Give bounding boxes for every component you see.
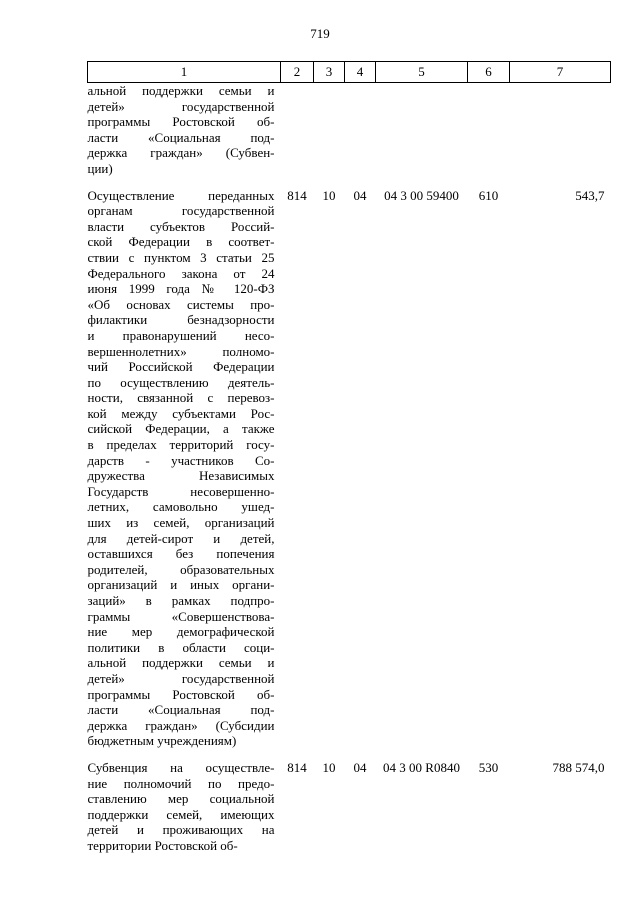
column-header-3: 3 xyxy=(314,62,345,83)
description-line: держка граждан» (Субсидии xyxy=(87,717,275,733)
description-line: альной поддержки семьи и xyxy=(87,83,275,98)
description-line: летних, самовольно ушед- xyxy=(87,499,275,515)
description-line: ние полномочий по предо- xyxy=(87,775,275,791)
description-line: территории Ростовской об- xyxy=(87,837,238,853)
description-line: ставлению мер социальной xyxy=(87,791,275,807)
description-line: Осуществление переданных xyxy=(87,187,275,203)
description-line: ности, связанной с перевоз- xyxy=(87,390,275,406)
description-line: вершеннолетних» полномо- xyxy=(87,343,275,359)
description-line: оставшихся без попечения xyxy=(87,546,275,562)
description-line: заций» в рамках подпро- xyxy=(87,593,275,608)
column-header-7: 7 xyxy=(510,62,611,83)
amount-value xyxy=(510,83,611,177)
column-header-5: 5 xyxy=(376,62,468,83)
description-line: граммы «Совершенствова- xyxy=(87,608,275,624)
description-line: «Об основах системы про- xyxy=(87,296,275,312)
ministry-code: 814 xyxy=(287,187,307,203)
column-header-6: 6 xyxy=(468,62,510,83)
table-header-row xyxy=(88,62,611,83)
description-line: бюджетным учреждениям) xyxy=(87,733,237,749)
description-line: программы Ростовской об- xyxy=(87,114,275,130)
description-line: программы Ростовской об- xyxy=(87,686,275,702)
description-line: детей и проживающих на xyxy=(87,822,275,838)
description-line: и правонарушений несо- xyxy=(87,327,275,343)
description-line: дружества Независимых xyxy=(87,468,275,484)
expense-type-code: 530 xyxy=(478,759,499,775)
column-header-4: 4 xyxy=(345,62,376,83)
description-line: сийской Федерации, а также xyxy=(87,421,275,437)
expense-type-code xyxy=(468,83,510,177)
description-line: поддержки семей, имеющих xyxy=(87,806,275,822)
subsection-code xyxy=(345,83,376,177)
page-number: 719 xyxy=(310,26,330,41)
description-line: кой между субъектами Рос- xyxy=(87,405,275,421)
description-line: в пределах территорий госу- xyxy=(87,437,275,453)
description-line: политики в области соци- xyxy=(87,639,275,655)
target-article-code xyxy=(376,83,468,177)
description-line: альной поддержки семьи и xyxy=(87,655,275,671)
column-header-2: 2 xyxy=(281,62,314,83)
column-header-1: 1 xyxy=(88,62,281,83)
description-line: чий Российской Федерации xyxy=(87,359,275,375)
description-line: по осуществлению деятель- xyxy=(87,374,275,390)
description-line: июня 1999 года № 120-ФЗ xyxy=(87,281,275,297)
table-body xyxy=(88,83,611,854)
table-row xyxy=(88,177,611,749)
row-description xyxy=(88,177,281,749)
row-description xyxy=(88,83,281,177)
budget-table xyxy=(87,61,611,854)
ministry-code: 814 xyxy=(287,759,307,775)
subsection-code: 04 xyxy=(353,759,367,775)
target-article-code: 04 3 00 59400 xyxy=(384,187,459,203)
section-code: 10 xyxy=(322,759,336,775)
description-line: органам государственной xyxy=(87,203,275,219)
description-line: держка граждан» (Субвен- xyxy=(87,145,275,161)
description-line: детей» государственной xyxy=(87,98,275,114)
target-article-code: 04 3 00 R0840 xyxy=(383,759,460,775)
section-code xyxy=(314,83,345,177)
description-line: ших из семей, организаций xyxy=(87,515,275,531)
description-line: ской Федерации в соответ- xyxy=(87,234,275,250)
ministry-code xyxy=(281,83,314,177)
description-line: филактики безнадзорности xyxy=(87,312,275,328)
description-line: ции) xyxy=(87,160,113,176)
description-line: организаций и иных органи- xyxy=(87,577,275,593)
description-line: детей» государственной xyxy=(87,670,275,686)
description-line: ласти «Социальная под- xyxy=(87,702,275,718)
description-line: дарств - участников Со- xyxy=(87,452,275,468)
expense-type-code: 610 xyxy=(478,187,499,203)
description-line: Субвенция на осуществле- xyxy=(87,759,275,775)
table-row xyxy=(88,749,611,854)
description-line: ствии с пунктом 3 статьи 25 xyxy=(87,249,275,265)
description-line: ние мер демографической xyxy=(87,624,275,640)
description-line: Государств несовершенно- xyxy=(87,483,275,499)
table-row xyxy=(88,83,611,177)
description-line: власти субъектов Россий- xyxy=(87,218,275,234)
description-line: для детей-сирот и детей, xyxy=(87,530,275,546)
row-description xyxy=(88,749,281,854)
amount-value: 543,7 xyxy=(575,187,605,203)
description-line: Федерального закона от 24 xyxy=(87,265,275,281)
amount-value: 788 574,0 xyxy=(552,759,605,775)
description-line: родителей, образовательных xyxy=(87,561,275,577)
subsection-code: 04 xyxy=(353,187,367,203)
description-line: ласти «Социальная под- xyxy=(87,129,275,145)
section-code: 10 xyxy=(322,187,336,203)
